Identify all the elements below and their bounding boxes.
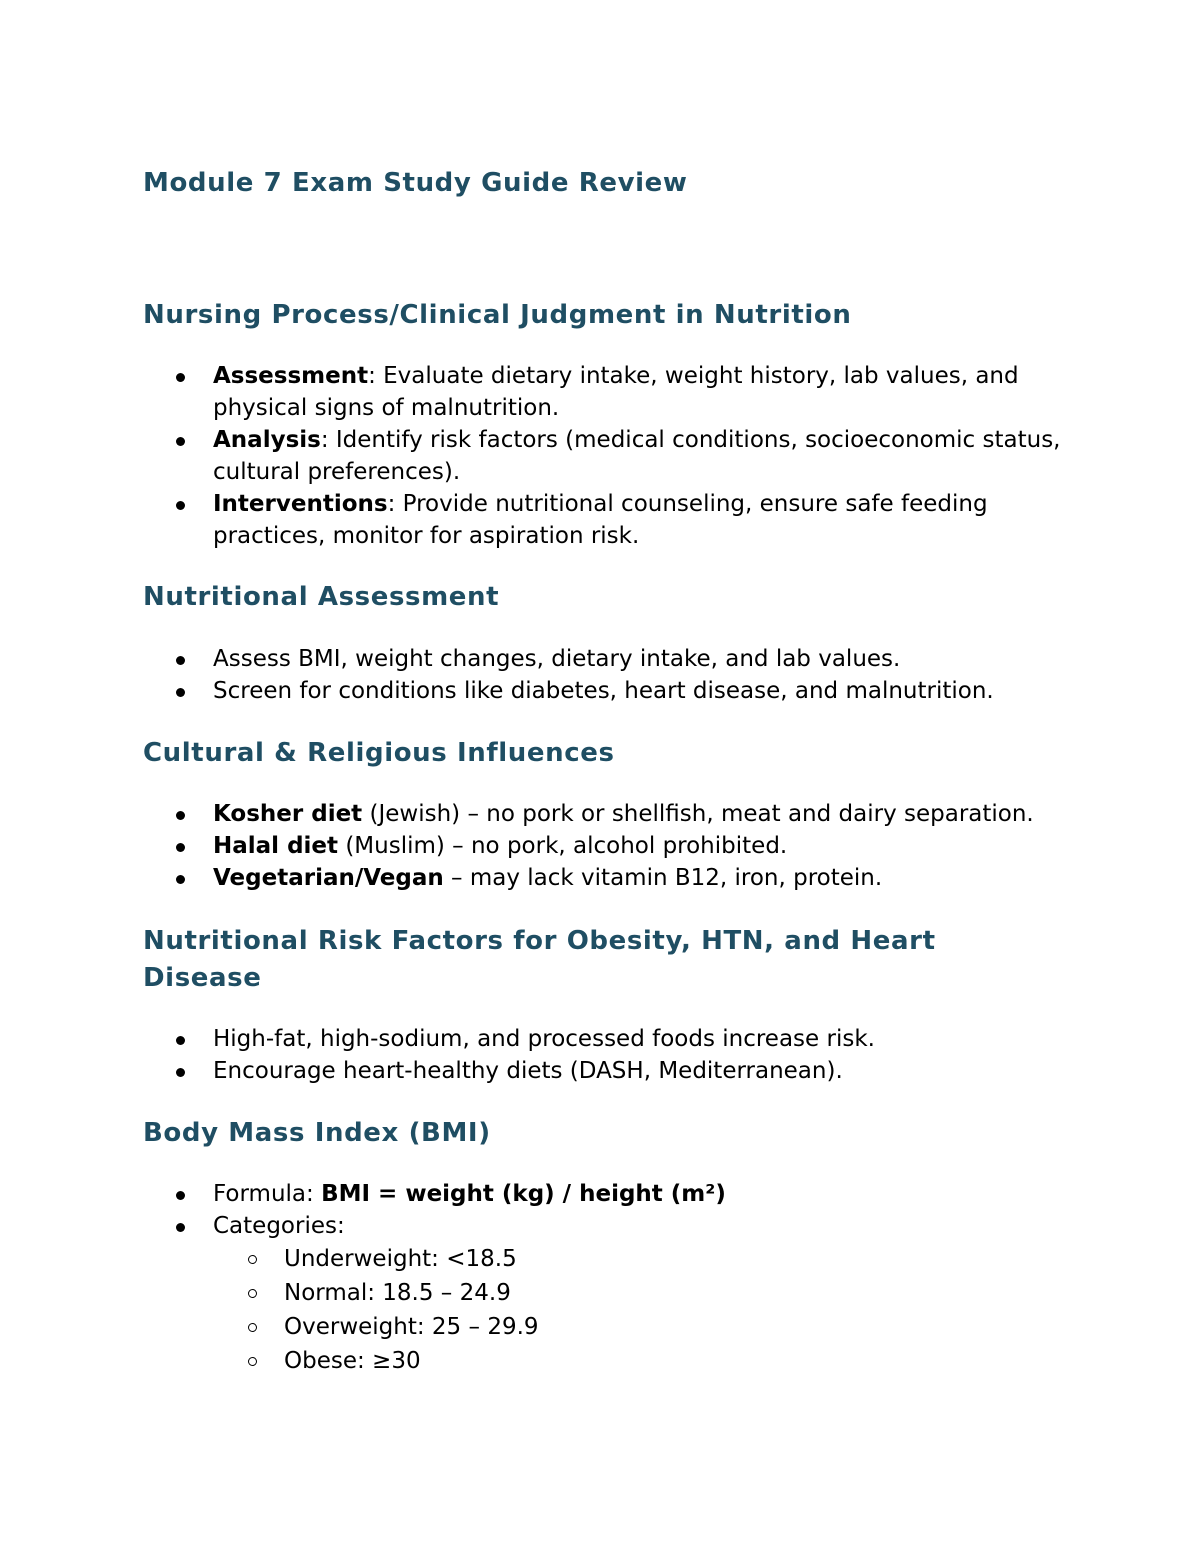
section-nursing-process <box>143 297 1083 552</box>
section-heading: Nutritional Risk Factors for Obesity, HTN, and Heart Disease <box>143 926 936 993</box>
item-text: (Muslim) – no pork, alcohol prohibited. <box>338 833 788 859</box>
list-item <box>143 1055 1003 1087</box>
section-risk-factors <box>143 923 1003 1087</box>
formula-label: Formula: <box>213 1181 322 1207</box>
category-text: Obese: ≥30 <box>284 1348 421 1374</box>
item-text: : Evaluate dietary intake, weight history, lab values, and physical signs of malnutrition. <box>213 363 1019 421</box>
bullet-icon <box>176 1191 185 1200</box>
bullet-list <box>143 1023 1003 1087</box>
bmi-category-item <box>143 1276 1083 1310</box>
item-term: Interventions <box>213 491 388 517</box>
bmi-category-item <box>143 1344 1083 1378</box>
bullet-icon <box>176 688 185 697</box>
list-item <box>143 1210 1083 1378</box>
bullet-list <box>143 1178 1083 1378</box>
circle-bullet-icon <box>248 1357 257 1366</box>
list-item <box>143 675 1083 707</box>
circle-bullet-icon <box>248 1255 257 1264</box>
item-text: Assess BMI, weight changes, dietary intake, and lab values. <box>213 646 901 672</box>
bullet-icon <box>176 656 185 665</box>
bullet-list <box>143 798 1083 894</box>
list-item <box>143 862 1083 894</box>
item-text: : Provide nutritional counseling, ensure safe feeding practices, monitor for aspiration risk. <box>213 491 988 549</box>
bullet-icon <box>176 1223 185 1232</box>
bmi-category-item <box>143 1310 1083 1344</box>
list-item <box>143 798 1083 830</box>
bullet-icon <box>176 437 185 446</box>
circle-bullet-icon <box>248 1289 257 1298</box>
bmi-formula: BMI = weight (kg) / height (m²) <box>321 1181 726 1207</box>
section-cultural-religious <box>143 735 1083 894</box>
category-text: Underweight: <18.5 <box>284 1246 517 1272</box>
item-text: Encourage heart-healthy diets (DASH, Mediterranean). <box>213 1058 843 1084</box>
list-item <box>143 1178 1083 1210</box>
bmi-categories-list <box>143 1242 1083 1378</box>
list-item <box>143 830 1083 862</box>
item-text: (Jewish) – no pork or shellfish, meat and dairy separation. <box>362 801 1034 827</box>
item-text: : Identify risk factors (medical conditions, socioeconomic status, cultural preferences). <box>213 427 1061 485</box>
document-title: Module 7 Exam Study Guide Review <box>143 168 688 198</box>
item-term: Assessment <box>213 363 369 389</box>
list-item <box>143 360 1083 424</box>
list-item <box>143 488 1083 552</box>
item-text: – may lack vitamin B12, iron, protein. <box>443 865 883 891</box>
section-bmi <box>143 1115 1083 1378</box>
bullet-icon <box>176 1068 185 1077</box>
categories-label: Categories: <box>213 1213 345 1239</box>
list-item <box>143 643 1083 675</box>
bullet-icon <box>176 501 185 510</box>
section-nutritional-assessment <box>143 579 1083 707</box>
item-text: High-fat, high-sodium, and processed foods increase risk. <box>213 1026 875 1052</box>
category-text: Normal: 18.5 – 24.9 <box>284 1280 511 1306</box>
circle-bullet-icon <box>248 1323 257 1332</box>
list-item <box>143 1023 1003 1055</box>
item-term: Analysis <box>213 427 321 453</box>
bullet-list <box>143 643 1083 707</box>
section-heading: Cultural & Religious Influences <box>143 738 615 768</box>
list-item <box>143 424 1083 488</box>
item-term: Kosher diet <box>213 801 363 827</box>
bullet-list <box>143 360 1083 552</box>
bullet-icon <box>176 373 185 382</box>
section-heading: Nursing Process/Clinical Judgment in Nutrition <box>143 300 852 330</box>
section-heading: Nutritional Assessment <box>143 582 500 612</box>
section-heading: Body Mass Index (BMI) <box>143 1118 491 1148</box>
item-text: Screen for conditions like diabetes, heart disease, and malnutrition. <box>213 678 994 704</box>
bmi-category-item <box>143 1242 1083 1276</box>
bullet-icon <box>176 811 185 820</box>
item-term: Halal diet <box>213 833 339 859</box>
category-text: Overweight: 25 – 29.9 <box>284 1314 539 1340</box>
bullet-icon <box>176 1036 185 1045</box>
item-term: Vegetarian/Vegan <box>213 865 444 891</box>
bullet-icon <box>176 843 185 852</box>
bullet-icon <box>176 875 185 884</box>
